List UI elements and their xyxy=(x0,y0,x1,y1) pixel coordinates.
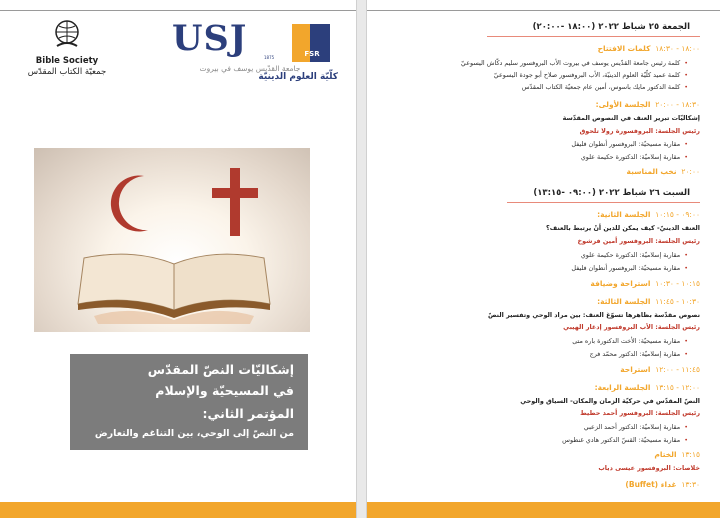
usj-year: 1875 xyxy=(264,55,275,60)
title-line-4: من النصّ إلى الوحي، بين التناغم والتعارض xyxy=(94,428,294,439)
session1-item: • مقاربة مسيحيّة: البروفسور أنطوان فليفل xyxy=(571,140,688,148)
crescent-icon xyxy=(104,168,164,238)
session3-chair: رئيس الجلسة: الأب البروفسور إدغار الهيبي xyxy=(563,323,700,331)
top-rule xyxy=(0,10,356,11)
session1-topic: إشكاليّات تبرير العنف في النصوص المقدّسة xyxy=(562,114,700,122)
cover-photo xyxy=(34,148,310,332)
usj-arabic-name: جامعة القدّيس يوسف في بيروت xyxy=(199,64,301,73)
session4-heading: ١٢:٠٠ - ١٣:١٥ الجلسة الرابعة: xyxy=(594,383,700,392)
session1-item: • مقاربة إسلاميّة: الدكتورة حكيمة علوي xyxy=(581,153,688,161)
day2-header: السبت ٢٦ شباط ٢٠٢٢ (٠٩:٠٠ -١٣:١٥) xyxy=(533,188,690,198)
faculty-name: كلّيّة العلوم الدينيّة xyxy=(258,72,338,82)
session4-item: • مقاربة مسيحيّة: القسّ الدكتور هادي غنطوس xyxy=(562,436,688,444)
session1-chair: رئيس الجلسة: البروفسورة رولا تلحوق xyxy=(579,127,700,135)
day1-divider xyxy=(487,36,700,37)
session3-heading: ١٠:٣٠ - ١١:٤٥ الجلسة الثالثة: xyxy=(597,297,700,306)
open-book-image xyxy=(74,244,274,324)
usj-wordmark: USJ xyxy=(172,18,248,59)
closing-line: خلاصات: البروفسور عيسى دياب xyxy=(598,464,700,472)
break1-heading: ١٠:١٥ - ١٠:٣٠ استراحة وضيافة xyxy=(590,279,700,288)
bible-society-logo xyxy=(26,18,108,77)
session2-item: • مقاربة مسيحيّة: البروفسور أنطوان فليفل xyxy=(571,264,688,272)
conference-title-box xyxy=(70,354,308,450)
session2-item: • مقاربة إسلاميّة: الدكتورة حكيمة علوي xyxy=(581,251,688,259)
day1-header: الجمعة ٢٥ شباط ٢٠٢٢ (١٨:٠٠ -٢٠:٠٠) xyxy=(532,22,690,32)
session3-topic: نصوص مقدّسة بظاهرها تسوّغ العنف: بين مراد الوحي وتفسير النصّ xyxy=(487,311,700,319)
session2-heading: ٠٩:٠٠ - ١٠:١٥ الجلسة الثانية: xyxy=(597,210,700,219)
globe-book-icon xyxy=(51,18,83,50)
fold-gap xyxy=(356,0,367,518)
program-schedule xyxy=(367,0,720,518)
session4-topic: النصّ المقدّس في حركيّة الزمان والمكان- السياق والوحي xyxy=(520,397,700,405)
session2-chair: رئيس الجلسة: البروفسور أمين فرشوخ xyxy=(577,237,700,245)
bottom-accent-bar-right xyxy=(367,502,720,518)
day2-divider xyxy=(507,202,700,203)
session4-chair: رئيس الجلسة: البروفسور أحمد حطيط xyxy=(580,409,700,417)
session3-item: • مقاربة إسلاميّة: الدكتور محمّد فرج xyxy=(590,350,688,358)
opening-heading: ١٨:٠٠ - ١٨:٣٠ كلمات الافتتاح xyxy=(597,44,700,53)
title-line-1: إشكاليّات النصّ المقدّس xyxy=(147,362,294,377)
session3-item: • مقاربة مسيحيّة: الأخت الدكتورة باره متى xyxy=(572,337,688,345)
title-line-2: في المسيحيّة والإسلام xyxy=(155,383,294,398)
toast-heading: ٢٠:٠٠ نخب المناسبة xyxy=(626,167,700,176)
session2-topic: العنف الدينيّ- كيف يمكن للدين أنْ يرتبط بالعنف؟ xyxy=(546,224,700,232)
fsr-label: FSR xyxy=(304,50,320,58)
session4-item: • مقاربة إسلاميّة: الدكتور أحمد الزعبي xyxy=(584,423,688,431)
closing-heading: ١٣:١٥ الختام xyxy=(654,450,700,459)
session1-heading: ١٨:٣٠ - ٢٠:٠٠ الجلسة الأولى: xyxy=(595,100,700,109)
bottom-accent-bar xyxy=(0,502,356,518)
break2-heading: ١١:٤٥ - ١٢:٠٠ استراحة xyxy=(620,365,700,374)
opening-item: • كلمة رئيس جامعة القدّيس يوسف في بيروت الأب البروفسور سليم دكّاش اليسوعيّ xyxy=(461,59,688,67)
opening-item: • كلمة عميد كلّيّة العلوم الدينيّة، الأب البروفسور صلاح أبو جودة اليسوعيّ xyxy=(494,71,688,79)
bible-society-name: Bible Society xyxy=(35,56,99,66)
opening-item: • كلمة الدكتور مايك باسوس، أمين عام جمعيّة الكتاب المقدّس xyxy=(522,83,688,91)
cover-panel xyxy=(0,0,356,518)
buffet-heading: ١٣:٣٠ غداء (Buffet) xyxy=(625,480,700,489)
title-line-3: المؤتمر الثاني: xyxy=(202,406,294,421)
program-panel xyxy=(367,0,720,518)
cross-icon xyxy=(210,166,260,238)
bible-society-arabic: جمعيّة الكتاب المقدّس xyxy=(27,67,107,77)
